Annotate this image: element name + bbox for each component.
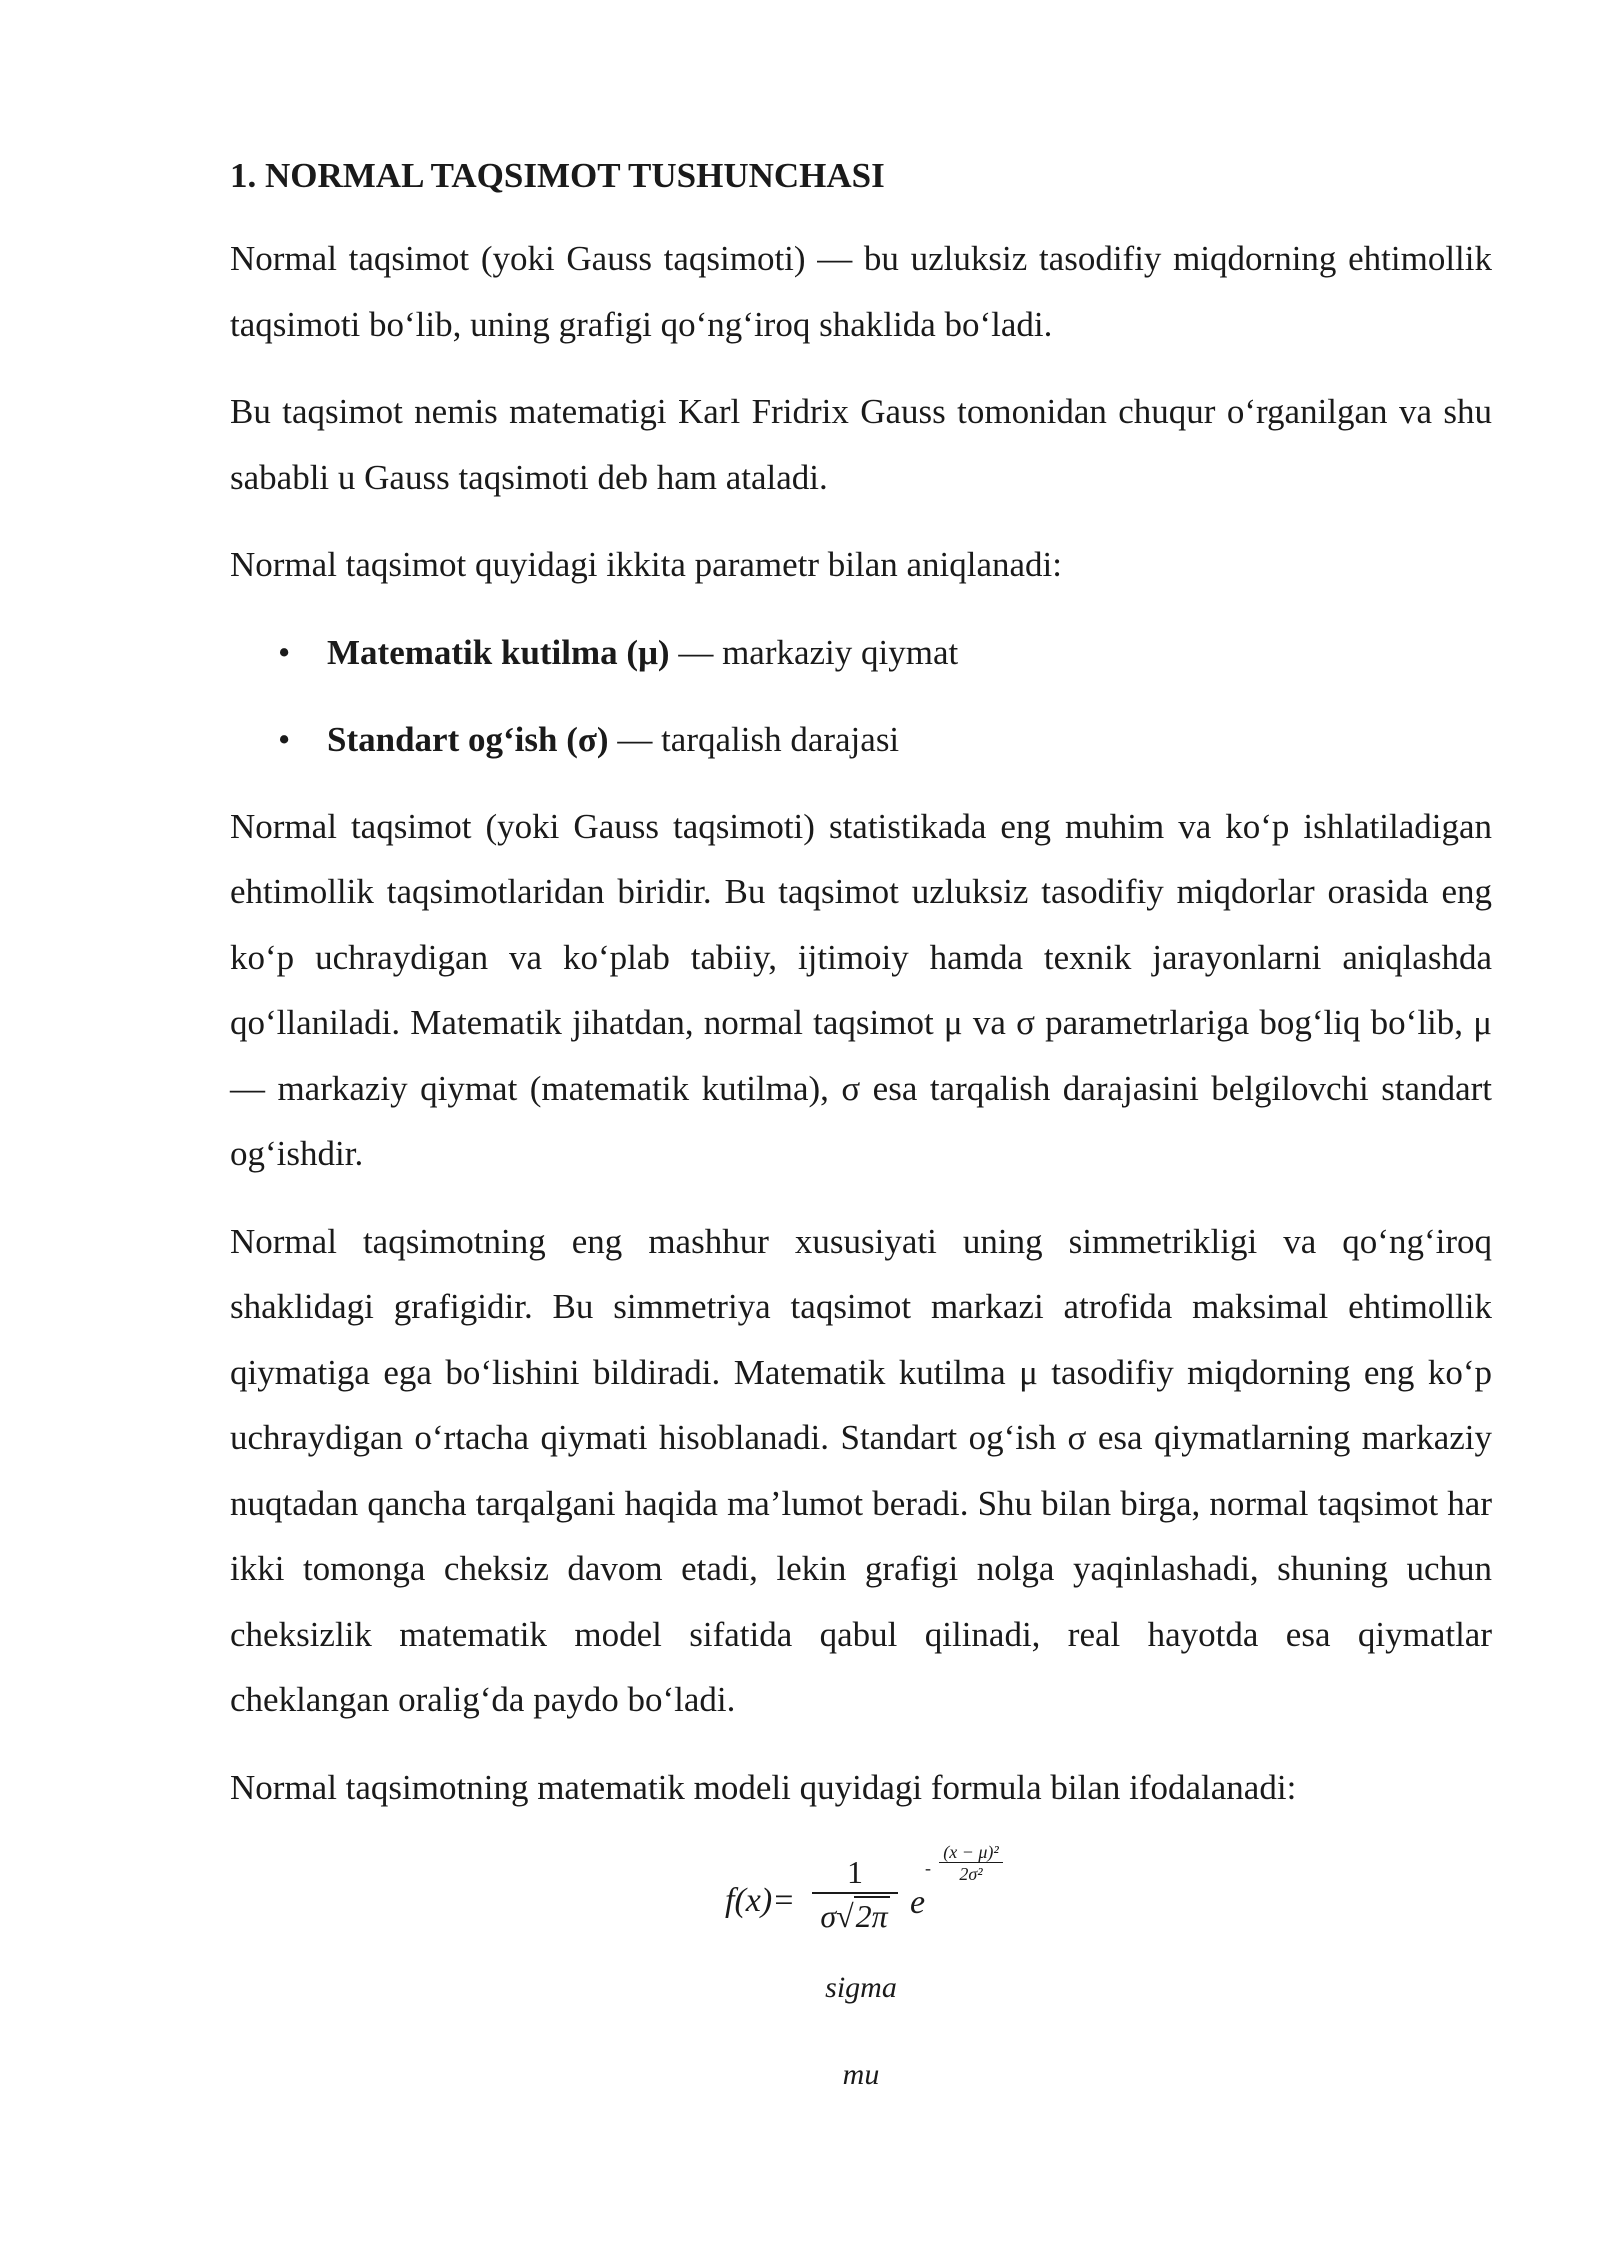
paragraph-gauss-origin: Bu taqsimot nemis matematigi Karl Fridrix Gauss tomonidan chuqur o‘rganilgan va shu sababli u Gauss taqsimoti deb ham ataladi.	[230, 392, 1492, 497]
paragraph-parameters-intro: Normal taqsimot quyidagi ikkita parametr bilan aniqlanadi:	[230, 545, 1063, 584]
list-item-std-dev	[230, 707, 1492, 772]
section-heading: 1. NORMAL TAQSIMOT TUSHUNCHASI	[230, 156, 885, 195]
formula-sigma: σ	[820, 1898, 837, 1934]
list-item-mean	[230, 620, 1492, 685]
sigma-label: sigma	[825, 1971, 897, 2004]
formula-radicand: 2π	[855, 1898, 888, 1934]
paragraph-formula-intro: Normal taqsimotning matematik modeli quyidagi formula bilan ifodalanadi:	[230, 1767, 1297, 1807]
list-item-description: — tarqalish darajasi	[608, 719, 900, 759]
square-root-icon: √	[836, 1898, 854, 1934]
parameters-list	[230, 620, 1492, 772]
formula-exponent-denominator: 2σ²	[959, 1864, 983, 1884]
list-item-term: Matematik kutilma (μ)	[327, 632, 670, 672]
paragraph-definition: Normal taqsimot (yoki Gauss taqsimoti) — bu uzluksiz tasodifiy miqdorning ehtimollik taqsimoti bo‘lib, uning grafigi qo‘ng‘iroq shaklida bo‘ladi.	[230, 239, 1492, 344]
paragraph-importance: Normal taqsimot (yoki Gauss taqsimoti) statistikada eng muhim va ko‘p ishlatiladigan ehtimollik taqsimotlaridan biridir. Bu taqsimot uzluksiz tasodifiy miqdorlar orasida eng ko‘p uchraydigan va ko‘plab tabiiy, ijtimoiy hamda texnik jarayonlarni aniqlashda qo‘llaniladi. Matematik jihatdan, normal taqsimot μ va σ parametrlariga bog‘liq bo‘lib, μ — markaziy qiymat (matematik kutilma), σ esa tarqalish darajasini belgilovchi standart og‘ishdir.	[230, 806, 1492, 1173]
list-item-description: — markaziy qiymat	[669, 632, 959, 672]
bullet-dot-icon: •	[278, 719, 291, 759]
mu-label: mu	[842, 2058, 880, 2091]
formula-exponent-numerator: (x − μ)²	[943, 1842, 999, 1862]
formula-exponent-sign: -	[925, 1858, 931, 1878]
formula-lhs: f(x)=	[725, 1882, 796, 1919]
formula-base-e: e	[910, 1884, 926, 1921]
list-item-term: Standart og‘ish (σ)	[327, 719, 609, 759]
formula-fraction	[810, 1852, 900, 1938]
formula-denominator	[810, 1894, 900, 1938]
bullet-dot-icon: •	[278, 632, 291, 672]
normal-pdf-formula	[230, 1842, 1492, 1982]
paragraph-properties: Normal taqsimotning eng mashhur xususiyati uning simmetrikligi va qo‘ng‘iroq shaklidagi grafigidir. Bu simmetriya taqsimot markazi atrofida maksimal ehtimollik qiymatiga ega bo‘lishini bildiradi. Matematik kutilma μ tasodifiy miqdorning eng ko‘p uchraydigan o‘rtacha qiymati hisoblanadi. Standart og‘ish σ esa qiymatlarning markaziy nuqtadan qancha tarqalgani haqida ma’lumot beradi. Shu bilan birga, normal taqsimot har ikki tomonga cheksiz davom etadi, lekin grafigi nolga yaqinlashadi, shuning uchun cheksizlik matematik model sifatida qabul qilinadi, real hayotda esa qiymatlar cheklangan oralig‘da paydo bo‘ladi.	[230, 1221, 1492, 1719]
document-page	[230, 150, 1492, 2091]
formula-numerator: 1	[847, 1854, 863, 1890]
formula-exponent-fraction	[939, 1842, 1003, 1885]
